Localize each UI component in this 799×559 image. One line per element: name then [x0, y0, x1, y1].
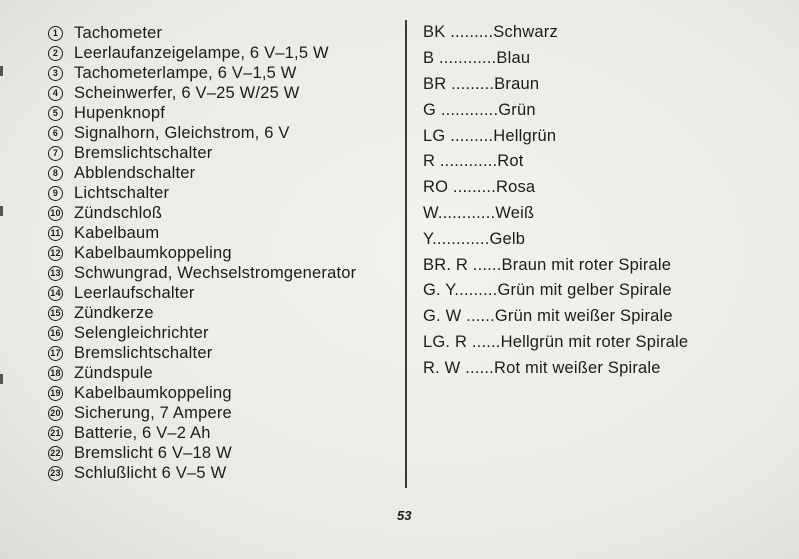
component-label: Zündkerze [74, 303, 154, 322]
item-number-badge: 7 [48, 146, 63, 161]
scan-edge-mark [0, 206, 3, 216]
column-divider [405, 20, 407, 488]
color-code-item: R ............Rot [423, 152, 524, 171]
component-item [48, 123, 356, 143]
item-number-badge: 17 [48, 346, 63, 361]
component-label: Leerlaufanzeigelampe, 6 V–1,5 W [74, 43, 329, 62]
color-code-item: Y............Gelb [423, 229, 526, 248]
component-label: Tachometerlampe, 6 V–1,5 W [74, 63, 297, 82]
component-legend-list [48, 23, 356, 483]
component-item [48, 283, 356, 303]
wire-color-code-list [423, 20, 688, 381]
component-item [48, 223, 356, 243]
scan-edge-mark [0, 66, 3, 76]
item-number-badge: 3 [48, 66, 63, 81]
color-code-item: RO .........Rosa [423, 178, 536, 197]
item-number-badge: 5 [48, 106, 63, 121]
item-number-badge: 11 [48, 226, 63, 241]
component-label: Hupenknopf [74, 103, 165, 122]
component-item [48, 263, 356, 283]
component-item [48, 303, 356, 323]
scan-edge-mark [0, 374, 3, 384]
component-item [48, 443, 356, 463]
component-label: Scheinwerfer, 6 V–25 W/25 W [74, 83, 300, 102]
item-number-badge: 13 [48, 266, 63, 281]
item-number-badge: 1 [48, 26, 63, 41]
component-item [48, 63, 356, 83]
item-number-badge: 4 [48, 86, 63, 101]
component-item [48, 143, 356, 163]
color-code-item: LG .........Hellgrün [423, 126, 557, 145]
component-item [48, 323, 356, 343]
component-label: Bremslicht 6 V–18 W [74, 443, 232, 462]
item-number-badge: 9 [48, 186, 63, 201]
item-number-badge: 19 [48, 386, 63, 401]
component-item [48, 403, 356, 423]
color-code-item: G. Y.........Grün mit gelber Spirale [423, 281, 672, 300]
component-item [48, 23, 356, 43]
item-number-badge: 20 [48, 406, 63, 421]
component-label: Schwungrad, Wechselstromgenerator [74, 263, 357, 282]
color-code-item: B ............Blau [423, 49, 531, 68]
component-label: Batterie, 6 V–2 Ah [74, 423, 211, 442]
component-label: Zündspule [74, 363, 153, 382]
item-number-badge: 6 [48, 126, 63, 141]
item-number-badge: 18 [48, 366, 63, 381]
component-item [48, 243, 356, 263]
component-item [48, 363, 356, 383]
page-number: 53 [397, 508, 412, 523]
component-label: Leerlaufschalter [74, 283, 195, 302]
color-code-item: BR. R ......Braun mit roter Spirale [423, 255, 672, 274]
component-label: Bremslichtschalter [74, 343, 213, 362]
color-code-item: G ............Grün [423, 100, 536, 119]
component-label: Kabelbaumkoppeling [74, 383, 232, 402]
item-number-badge: 22 [48, 446, 63, 461]
item-number-badge: 15 [48, 306, 63, 321]
component-item [48, 203, 356, 223]
component-label: Selengleichrichter [74, 323, 209, 342]
component-label: Schlußlicht 6 V–5 W [74, 463, 227, 482]
component-item [48, 103, 356, 123]
component-label: Tachometer [74, 23, 163, 42]
color-code-item: LG. R ......Hellgrün mit roter Spirale [423, 332, 689, 351]
component-label: Kabelbaum [74, 223, 160, 242]
component-label: Sicherung, 7 Ampere [74, 403, 232, 422]
component-label: Bremslichtschalter [74, 143, 213, 162]
component-item [48, 383, 356, 403]
component-item [48, 183, 356, 203]
color-code-item: W............Weiß [423, 203, 535, 222]
component-item [48, 463, 356, 483]
item-number-badge: 23 [48, 466, 63, 481]
component-item [48, 163, 356, 183]
item-number-badge: 2 [48, 46, 63, 61]
item-number-badge: 10 [48, 206, 63, 221]
item-number-badge: 12 [48, 246, 63, 261]
color-code-item: BR .........Braun [423, 74, 540, 93]
component-item [48, 343, 356, 363]
color-code-item: R. W ......Rot mit weißer Spirale [423, 358, 661, 377]
component-label: Abblendschalter [74, 163, 196, 182]
component-label: Kabelbaumkoppeling [74, 243, 232, 262]
color-code-item: G. W ......Grün mit weißer Spirale [423, 307, 673, 326]
item-number-badge: 21 [48, 426, 63, 441]
item-number-badge: 14 [48, 286, 63, 301]
component-label: Signalhorn, Gleichstrom, 6 V [74, 123, 290, 142]
color-code-item: BK .........Schwarz [423, 23, 558, 42]
component-label: Lichtschalter [74, 183, 170, 202]
component-item [48, 423, 356, 443]
item-number-badge: 8 [48, 166, 63, 181]
component-item [48, 43, 356, 63]
component-item [48, 83, 356, 103]
item-number-badge: 16 [48, 326, 63, 341]
component-label: Zündschloß [74, 203, 163, 222]
